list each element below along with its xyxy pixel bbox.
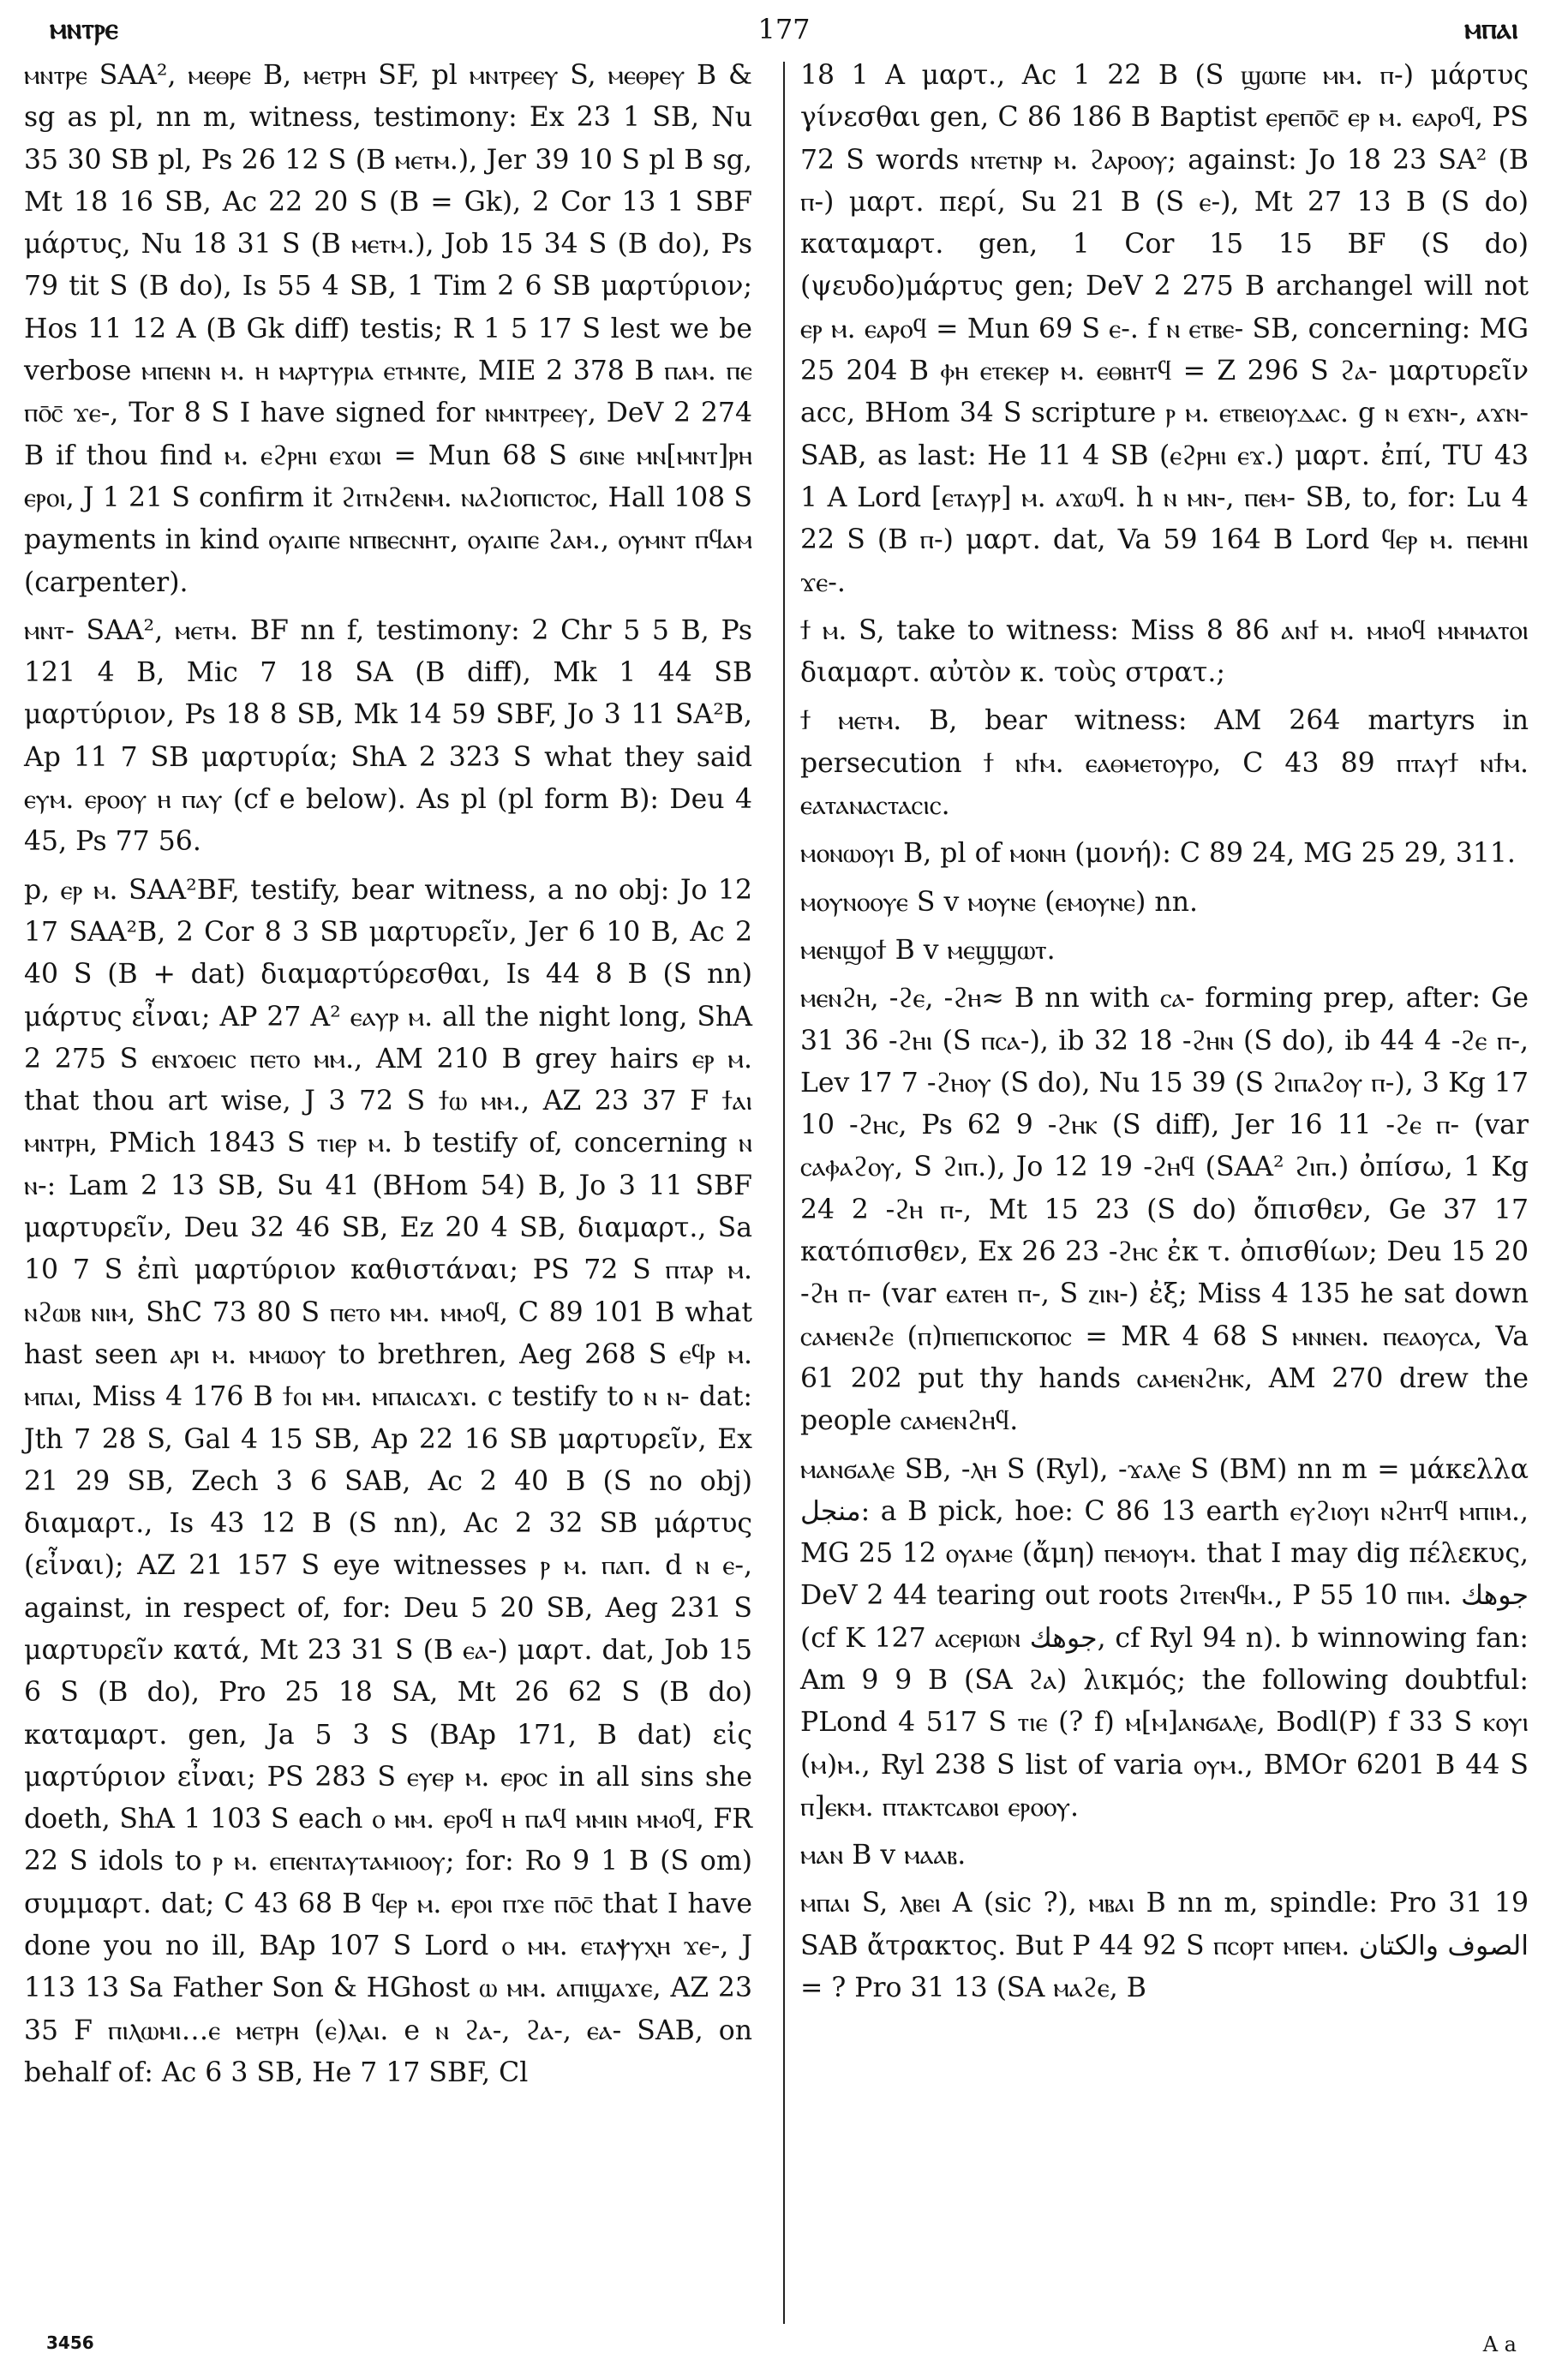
entry: ⲙⲁⲛ B v ⲙⲁⲁⲃ.	[800, 1840, 967, 1871]
page-number: 177	[757, 13, 811, 45]
running-head-right: ⲙⲡⲁⲓ	[1464, 12, 1518, 46]
entry: ⲙⲟⲛⲱⲟⲩⲓ B, pl of ⲙⲟⲛⲏ (μονή): C 89 24, MG 25 29, 311.	[800, 838, 1516, 870]
right-column	[800, 55, 1529, 2015]
entry: ⲙⲟⲩⲛⲟⲟⲩⲉ S v ⲙⲟⲩⲛⲉ (ⲉⲙⲟⲩⲛⲉ) nn.	[800, 886, 1199, 918]
entry: ⲙⲉⲛϩⲏ, -ϩⲉ, -ϩⲏ≈ B nn with ⲥⲁ- forming prep, after: Ge 31 36 -ϩⲏⲓ (S ⲡⲥⲁ-), ib 32 18 -ϩⲏⲛ (S do), ib 44 4 -ϩⲉ ⲡ-, Lev 17 7 -ϩⲏⲟⲩ (S do), Nu 15 39 (S ϩⲓⲡⲁϩⲟⲩ ⲡ-), 3 Kg 17 10 -ϩⲏⲥ, Ps 62 9 -ϩⲏⲕ (S diff), Jer 16 11 -ϩⲉ ⲡ- (var ⲥⲁⲫⲁϩⲟⲩ, S ϩⲓⲡ.), Jo 12 19 -ϩⲏϥ (SAA² ϩⲓⲡ.) ὀπίσω, 1 Kg 24 2 -ϩⲏ ⲡ-, Mt 15 23 (S do) ὄπισθεν, Ge 37 17 κατόπισθεν, Ex 26 23 -ϩⲏⲥ ἐκ τ. ὀπισθίων; Deu 15 20 -ϩⲏ ⲡ- (var ⲉⲁⲧⲉⲏ ⲡ-, S ⲍⲓⲛ-) ἐξ; Miss 4 135 he sat down ⲥⲁⲙⲉⲛϩⲉ (ⲡ)ⲡⲓⲉⲡⲓⲥⲕⲟⲡⲟⲥ = MR 4 68 S ⲙⲛⲛⲉⲛ. ⲡⲉⲁⲟⲩⲥⲁ, Va 61 202 put thy hands ⲥⲁⲙⲉⲛϩⲏⲕ, AM 270 drew the people ⲥⲁⲙⲉⲛϩⲏϥ.	[800, 983, 1529, 1437]
entry: ⲙⲛⲧ- SAA², ⲙⲉⲧⲙ. BF nn f, testimony: 2 Chr 5 5 B, Ps 121 4 B, Mic 7 18 SA (B diff), Mk 1 44 SB μαρτύριον, Ps 18 8 SB, Mk 14 59 SBF, Jo 3 11 SA²B, Ap 11 7 SB μαρτυρία; ShA 2 323 S what they said ⲉⲩⲙ. ⲉⲣⲟⲟⲩ ⲏ ⲡⲁⲩ (cf e below). As pl (pl form B): Deu 4 45, Ps 77 56.	[24, 614, 752, 858]
entry: 18 1 A μαρτ., Ac 1 22 B (S ϣⲱⲡⲉ ⲙⲙ. ⲡ-) μάρτυς γίνεσθαι gen, C 86 186 B Baptist ⲉⲣⲉⲡⲟ̄ⲥ̄ ⲉⲣ ⲙ. ⲉⲁⲣⲟϥ, PS 72 S words ⲛⲧⲉⲧⲛⲣ ⲙ. ϩⲁⲣⲟⲟⲩ; against: Jo 18 23 SA² (B ⲡ-) μαρτ. περί, Su 21 B (S ⲉ-), Mt 27 13 B (S do) καταμαρτ. gen, 1 Cor 15 15 BF (S do) (ψευδο)μάρτυς gen; DeV 2 275 B archangel will not ⲉⲣ ⲙ. ⲉⲁⲣⲟϥ = Mun 69 S ⲉ-. f ⲛ ⲉⲧⲃⲉ- SB, concerning: MG 25 204 B ⲫⲏ ⲉⲧⲉⲕⲉⲣ ⲙ. ⲉⲑⲃⲏⲧϥ = Z 296 S ϩⲁ- μαρτυρεῖν acc, BHom 34 S scripture ⲣ ⲙ. ⲉⲧⲃⲉⲓⲟⲩⲇⲁⲥ. g ⲛ ⲉϫⲛ-, ⲁϫⲛ- SAB, as last: He 11 4 SB (ⲉϩⲣⲏⲓ ⲉϫ.) μαρτ. ἐπί, TU 43 1 A Lord [ⲉⲧⲁⲩⲣ] ⲙ. ⲁϫⲱϥ. h ⲛ ⲙⲛ-, ⲡⲉⲙ- SB, to, for: Lu 4 22 S (B ⲡ-) μαρτ. dat, Va 59 164 B Lord ϥⲉⲣ ⲙ. ⲡⲉⲙⲏⲓ ϫⲉ-.	[800, 60, 1529, 598]
entry: ϯ ⲙⲉⲧⲙ. B, bear witness: AM 264 martyrs in persecution ϯ ⲛϯⲙ. ⲉⲁⲑⲙⲉⲧⲟⲩⲣⲟ, C 43 89 ⲡⲧⲁⲩϯ ⲛϯⲙ. ⲉⲁⲧⲁⲛⲁⲥⲧⲁⲥⲓⲥ.	[800, 705, 1529, 822]
entry: ⲙⲉⲛϣⲟϯ B v ⲙⲉϣϣⲱⲧ.	[800, 934, 1056, 966]
signature-mark: 3456	[46, 2332, 94, 2353]
entry: ⲙⲡⲁⲓ S, ⲗⲃⲉⲓ A (sic ?), ⲙⲃⲁⲓ B nn m, spindle: Pro 31 19 SAB ἄτρακτος. But P 44 92 S ⲡⲥⲟⲣⲧ ⲙⲡⲉⲙ. الصوف والكتان = ? Pro 31 13 (SA ⲙⲁϩⲉ, B	[800, 1888, 1529, 2004]
entry: ϯ ⲙ. S, take to witness: Miss 8 86 ⲁⲛϯ ⲙ. ⲙⲙⲟϥ ⲙⲙⲙⲁⲧⲟⲓ διαμαρτ. αὐτὸν κ. τοὺς στρατ.;	[800, 614, 1529, 689]
running-head-left: ⲙⲛⲧⲣⲉ	[50, 12, 118, 46]
entry: ⲙⲁⲛϭⲁⲗⲉ SB, -ⲗⲏ S (Ryl), -ϫⲁⲗⲉ S (BM) nn m = μάκελλα منجل: a B pick, hoe: C 86 13 earth ⲉⲩϩⲓⲟⲩⲓ ⲛϩⲏⲧϥ ⲙⲡⲓⲙ., MG 25 12 ⲟⲩⲁⲙⲉ (ἄμη) ⲡⲉⲙⲟⲩⲙ. that I may dig πέλεκυς, DeV 2 44 tearing out roots ϩⲓⲧⲉⲛϥⲙ., P 55 10 ⲡⲓⲙ. جوهك (cf K 127 ⲁⲥⲉⲣⲓⲱⲛ جوهك, cf Ryl 94 n). b winnowing fan: Am 9 9 B (SA ϩⲁ) λικμός; the following doubtful: PLond 4 517 S ⲧⲓⲉ (? f) ⲙ[ⲙ]ⲁⲛϭⲁⲗⲉ, Bodl(P) f 33 S ⲕⲟⲩⲓ (ⲙ)ⲙ., Ryl 238 S list of varia ⲟⲩⲙ., BMOr 6201 B 44 S ⲡ]ⲉⲕⲙ. ⲡⲧⲁⲕⲧⲥⲁⲃⲟⲓ ⲉⲣⲟⲟⲩ.	[800, 1453, 1529, 1823]
entry: ⲙⲛⲧⲣⲉ SAA², ⲙⲉⲑⲣⲉ B, ⲙⲉⲧⲣⲏ SF, pl ⲙⲛⲧⲣⲉⲉⲩ S, ⲙⲉⲑⲣⲉⲩ B & sg as pl, nn m, witness, testimony: Ex 23 1 SB, Nu 35 30 SB pl, Ps 26 12 S (B ⲙⲉⲧⲙ.), Jer 39 10 S pl B sg, Mt 18 16 SB, Ac 22 20 S (B = Gk), 2 Cor 13 1 SBF μάρτυς, Nu 18 31 S (B ⲙⲉⲧⲙ.), Job 15 34 S (B do), Ps 79 tit S (B do), Is 55 4 SB, 1 Tim 2 6 SB μαρτύριον; Hos 11 12 A (B Gk diff) testis; R 1 5 17 S lest we be verbose ⲙⲡⲉⲛⲛ ⲙ. ⲏ ⲙⲁⲣⲧⲩⲣⲓⲁ ⲉⲧⲙⲛⲧⲉ, MIE 2 378 B ⲡⲁⲙ. ⲡⲉ ⲡⲟ̄ⲥ̄ ϫⲉ-, Tor 8 S I have signed for ⲛⲙⲛⲧⲣⲉⲉⲩ, DeV 2 274 B if thou find ⲙ. ⲉϩⲣⲏⲓ ⲉϫⲱⲓ = Mun 68 S ϭⲓⲛⲉ ⲙⲛ[ⲙⲛⲧ]ⲣⲏ ⲉⲣⲟⲓ, J 1 21 S confirm it ϩⲓⲧⲛϩⲉⲛⲙ. ⲛⲁϩⲓⲟⲡⲓⲥⲧⲟⲥ, Hall 108 S payments in kind ⲟⲩⲁⲓⲡⲉ ⲛⲡⲃⲉⲥⲛⲏⲧ, ⲟⲩⲁⲓⲡⲉ ϩⲁⲙ., ⲟⲩⲙⲛⲧ ⲡϥⲁⲙ (carpenter).	[24, 60, 752, 598]
gathering-mark: A a	[1482, 2332, 1517, 2356]
entry: p, ⲉⲣ ⲙ. SAA²BF, testify, bear witness, a no obj: Jo 12 17 SAA²B, 2 Cor 8 3 SB μαρτυρεῖν, Jer 6 10 B, Ac 2 40 S (B + dat) διαμαρτύρεσθαι, Is 44 8 B (S nn) μάρτυς εἶναι; AP 27 A² ⲉⲁⲩⲣ ⲙ. all the night long, ShA 2 275 S ⲉⲛϫⲟⲉⲓⲥ ⲡⲉⲧⲟ ⲙⲙ., AM 210 B grey hairs ⲉⲣ ⲙ. that thou art wise, J 3 72 S ϯⲱ ⲙⲙ., AZ 23 37 F ϯⲁⲓ ⲙⲛⲧⲣⲏ, PMich 1843 S ⲧⲓⲉⲣ ⲙ. b testify of, concerning ⲛ ⲛ-: Lam 2 13 SB, Su 41 (BHom 54) B, Jo 3 11 SBF μαρτυρεῖν, Deu 32 46 SB, Ez 20 4 SB, διαμαρτ., Sa 10 7 S ἐπὶ μαρτύριον καθιστάναι; PS 72 S ⲡⲧⲁⲣ ⲙ. ⲛϩⲱⲃ ⲛⲓⲙ, ShC 73 80 S ⲡⲉⲧⲟ ⲙⲙ. ⲙⲙⲟϥ, C 89 101 B what hast seen ⲁⲣⲓ ⲙ. ⲙⲙⲱⲟⲩ to brethren, Aeg 268 S ⲉϥⲣ ⲙ. ⲙⲡⲁⲓ, Miss 4 176 B ϯⲟⲓ ⲙⲙ. ⲙⲡⲁⲓⲥⲁϫⲓ. c testify to ⲛ ⲛ- dat: Jth 7 28 S, Gal 4 15 SB, Ap 22 16 SB μαρτυρεῖν, Ex 21 29 SB, Zech 3 6 SAB, Ac 2 40 B (S no obj) διαμαρτ., Is 43 12 B (S nn), Ac 2 32 SB μάρτυς (εἶναι); AZ 21 157 S eye witnesses ⲣ ⲙ. ⲡⲁⲡ. d ⲛ ⲉ-, against, in respect of, for: Deu 5 20 SB, Aeg 231 S μαρτυρεῖν κατά, Mt 23 31 S (B ⲉⲁ-) μαρτ. dat, Job 15 6 S (B do), Pro 25 18 SA, Mt 26 62 S (B do) καταμαρτ. gen, Ja 5 3 S (BAp 171, B dat) εἰς μαρτύριον εἶναι; PS 283 S ⲉⲩⲉⲣ ⲙ. ⲉⲣⲟⲥ in all sins she doeth, ShA 1 103 S each ⲟ ⲙⲙ. ⲉⲣⲟϥ ⲏ ⲡⲁϥ ⲙⲙⲓⲛ ⲙⲙⲟϥ, FR 22 S idols to ⲣ ⲙ. ⲉⲡⲉⲛⲧⲁⲩⲧⲁⲙⲓⲟⲟⲩ; for: Ro 9 1 B (S om) συμμαρτ. dat; C 43 68 B ϥⲉⲣ ⲙ. ⲉⲣⲟⲓ ⲡϫⲉ ⲡⲟ̄ⲥ̄ that I have done you no ill, BAp 107 S Lord ⲟ ⲙⲙ. ⲉⲧⲁⲯⲩⲭⲏ ϫⲉ-, J 113 13 Sa Father Son & HGhost ⲱ ⲙⲙ. ⲁⲡⲓϣⲁϫⲉ, AZ 23 35 F ⲡⲓⲗⲱⲙⲓ…ⲉ ⲙⲉⲧⲣⲏ (ⲉ)ⲗⲁⲓ. e ⲛ ϩⲁ-, ϩⲁ-, ⲉⲁ- SAB, on behalf of: Ac 6 3 SB, He 7 17 SBF, Cl	[24, 874, 752, 2088]
left-column	[24, 55, 752, 2100]
column-divider	[783, 62, 785, 2324]
